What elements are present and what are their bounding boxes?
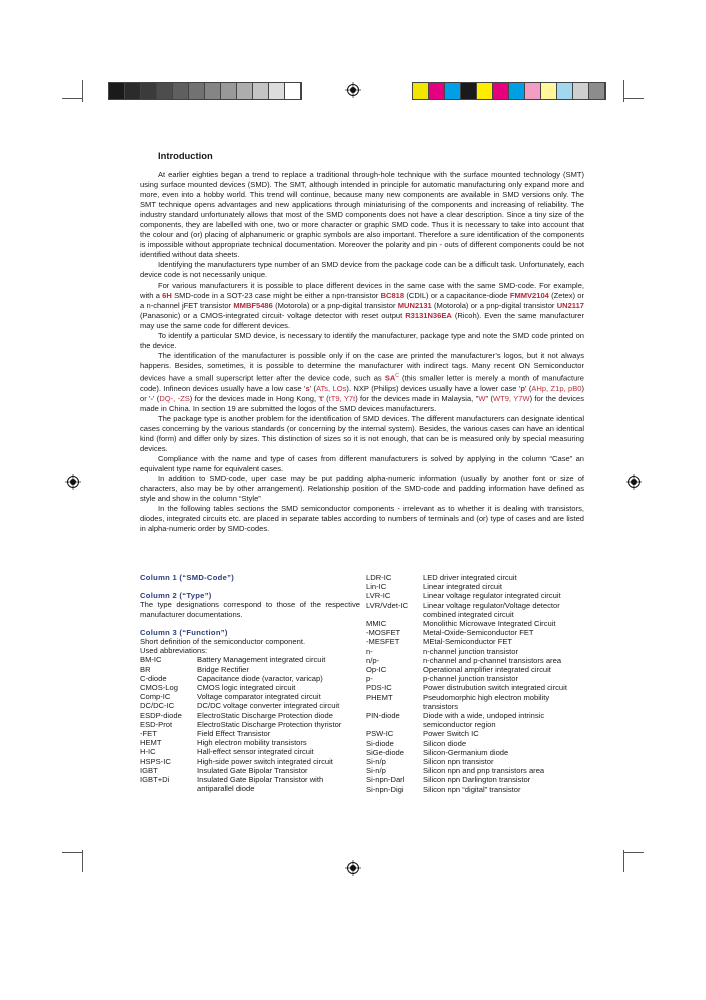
abbreviation-meaning: Silicon npn transistor: [423, 757, 494, 767]
abbreviation-meaning: Operational amplifier integrated circuit: [423, 665, 551, 675]
abbreviation-meaning: ElectroStatic Discharge Protection thyristor: [197, 719, 342, 729]
page-title: Introduction: [158, 150, 213, 161]
crop-mark: [623, 80, 624, 102]
abbreviation-code: Comp-IC: [140, 692, 171, 702]
color-swatch: [109, 83, 125, 99]
crop-mark: [62, 852, 82, 853]
paragraph: Compliance with the name and type of cases from different manufacturers is solved by applying in the column “Case” an equivalent type name for equivalent cases.: [140, 453, 584, 473]
paragraph: At earlier eighties began a trend to replace a traditional through-hole technique with the surface mounted technology (SMT) using surface mounted devices (SMD). The SMT, although intended in principle for automatic manufacturing only expand more and more, even into a hobby world. This trend will continue, because many new components are available in SMD versions only. The SMT technique opens advantages and new applications through miniaturising of the components and increasing of reliability. The industry standard unfortunately allows that most of the SMD components does not have a clear description. Since a tiny size of the components, they are labelled with one, two or more character or graphic SMD code. Thus it is necessary to take into account that the colour and (or) placing of alphanumeric or graphic symbols are also important. Therefore a sure identification of the components is impossible without appropriate technical documentation. Moreover the polarity and pin - outs of different components could be not identified without data sheets.: [140, 170, 584, 260]
abbreviation-row: [140, 683, 360, 692]
abbreviation-code: Si-diode: [366, 738, 394, 748]
abbreviation-code: DC/DC-IC: [140, 701, 175, 711]
abbreviation-code: HSPS-IC: [140, 756, 171, 766]
abbreviation-meaning: Bridge Rectifier: [197, 664, 249, 674]
abbreviation-code: H-IC: [140, 747, 156, 757]
color-swatch: [285, 83, 301, 99]
abbreviation-meaning: ElectroStatic Discharge Protection diode: [197, 710, 333, 720]
abbreviation-code: PDS-IC: [366, 683, 392, 693]
abbreviation-row: [366, 785, 586, 794]
column-1-heading: Column 1 (“SMD-Code”): [140, 573, 235, 582]
abbreviation-row: [140, 775, 360, 793]
intro-body: [140, 170, 584, 534]
color-swatch: [445, 83, 461, 99]
device-type: BC818: [380, 290, 405, 300]
color-swatch: [189, 83, 205, 99]
abbreviation-meaning: Pseudomorphic high electron mobility transistors: [423, 692, 550, 711]
abbreviation-row: [366, 619, 586, 628]
crop-mark: [624, 98, 644, 99]
abbreviation-meaning: Capacitance diode (varactor, varicap): [197, 673, 323, 683]
abbreviation-row: [366, 674, 586, 683]
color-swatch: [477, 83, 493, 99]
abbreviation-code: -MESFET: [366, 637, 400, 647]
color-swatch: [573, 83, 589, 99]
color-swatch: [525, 83, 541, 99]
abbreviation-meaning: n-channel junction transistor: [423, 646, 518, 656]
abbreviation-code: C-diode: [140, 673, 167, 683]
abbreviation-meaning: Metal-Oxide-Semiconductor FET: [423, 628, 534, 638]
abbreviation-meaning: Silicon npn Darlington transistor: [423, 775, 531, 785]
registration-mark-icon: [345, 82, 361, 98]
abbreviation-list-continued: [366, 573, 586, 794]
abbreviation-row: [366, 656, 586, 665]
abbreviation-meaning: Battery Management integrated circuit: [197, 655, 326, 665]
abbreviation-code: p-: [366, 674, 373, 684]
abbreviation-meaning: Monolithic Microwave Integrated Circuit: [423, 619, 556, 629]
abbreviation-code: -MOSFET: [366, 628, 401, 638]
paragraph: Identifying the manufacturers type number of an SMD device from the package code can be a difficult task. Unfortunately, each device code is not necessarily unique.: [140, 260, 584, 280]
abbreviation-code: Si-npn-Darl: [366, 775, 405, 785]
abbreviation-code: LDR-IC: [366, 573, 392, 582]
paragraph: For various manufacturers it is possible to place different devices in the same case with the same SMD-code. For example, with a 6H SMD-code in a SOT-23 case might be either a npn-transistor BC818 (CDIL) or a capacitance-diode FMMV2104 (Zetex) or a n-channel jFET transistor MMBF5486 (Motorola) or a pnp-digital transistor MUN2131 (Motorola) or a pnp-digital transistor UN2117 (Panasonic) or a CMOS-integrated circuit- voltage detector with reset output R3131N36EA (Ricoh). Even the same manufacturer may use the same code for different devices.: [140, 280, 585, 330]
abbreviations-label: Used abbreviations:: [140, 646, 208, 656]
abbreviation-code: Lin-IC: [366, 582, 387, 592]
device-code: SA: [384, 373, 396, 383]
abbreviation-code: Si-n/p: [366, 757, 386, 767]
abbreviation-meaning: LED driver integrated circuit: [423, 573, 517, 582]
device-type: MMBF5486: [233, 300, 273, 310]
abbreviation-meaning: DC/DC voltage converter integrated circuit: [197, 701, 340, 711]
abbreviation-code: CMOS-Log: [140, 683, 178, 693]
abbreviation-meaning: Power distrubution switch integrated circuit: [423, 683, 567, 693]
color-swatch: [557, 83, 573, 99]
abbreviation-row: [366, 637, 586, 646]
device-type: MUN2131: [397, 300, 432, 310]
paragraph: The identification of the manufacturer is possible only if on the case are printed the manufacturer’s logos, but it not always happens. Besides, sometimes, it is possible to determine the manufacturer with indirect tags. Many recent ON Semiconductor devices have a small superscript letter after the device code, such as $SA^C$ (this smaller letter is merely a month of manufacture code). Infineon devices usually have a low case 's' (ATs, LOs). NXP (Philips) devices usually have a lower case 'p' (AHp, Z1p, pB0) or '-' (DQ-, -ZS) for the devices made in Hong Kong, 't' (tT9, Y7t) for the devices made in Malaysia, "W" (WT9, Y7W) for the devices made in China. In section 19 are submitted the logos of the SMD devices manufacturers.: [140, 350, 585, 413]
crop-mark: [82, 80, 83, 102]
abbreviation-meaning: Power Switch IC: [423, 729, 479, 739]
color-swatch: [125, 83, 141, 99]
abbreviation-meaning: Diode with a wide, undoped intrinsic semiconductor region: [423, 711, 545, 730]
column-3-text: Short definition of the semiconductor component.: [140, 637, 306, 647]
abbreviation-row: [366, 729, 586, 738]
color-swatch: [173, 83, 189, 99]
abbreviation-code: n-: [366, 646, 373, 656]
abbreviation-meaning: Silicon npn “digital” transistor: [423, 784, 521, 794]
paragraph: The package type is another problem for the identification of SMD devices. The different manufacturers can designate identical cases concerning by the various standards (or concerning by the internal system). Besides, the various cases can have an identical kind (form) and differ only by sizes. This distinction of sizes so it is not enough, that can be is measured only by special measuring devices.: [140, 413, 584, 453]
registration-mark-icon: [626, 474, 642, 490]
abbreviation-row: [366, 711, 586, 729]
abbreviation-row: [140, 720, 360, 729]
abbreviation-row: [140, 665, 360, 674]
color-swatch: [413, 83, 429, 99]
abbreviation-meaning: High electron mobility transistors: [197, 738, 307, 748]
color-swatch: [589, 83, 605, 99]
abbreviation-meaning: Linear voltage regulator/Voltage detector combined integrated circuit: [423, 600, 560, 619]
abbreviation-row: [140, 738, 360, 747]
abbreviation-list: [366, 573, 586, 794]
abbreviation-row: [366, 683, 586, 692]
abbreviation-row: [366, 757, 586, 766]
gray-color-bar: [108, 82, 302, 100]
device-type: FMMV2104: [509, 290, 549, 300]
color-swatch: [237, 83, 253, 99]
abbreviation-meaning: Voltage comparator integrated circuit: [197, 692, 321, 702]
superscript-code: C: [395, 372, 399, 379]
crop-mark: [82, 850, 83, 872]
abbreviation-row: [140, 711, 360, 720]
column-2-text: The type designations correspond to those of the respective manufacturer documentations.: [140, 600, 360, 619]
abbreviation-row: [140, 747, 360, 756]
abbreviation-code: MMIC: [366, 619, 387, 629]
registration-mark-icon: [345, 860, 361, 876]
color-swatch: [541, 83, 557, 99]
abbreviation-meaning: MEtal-Semiconductor FET: [423, 637, 513, 647]
abbreviation-row: [140, 701, 360, 710]
abbreviation-meaning: p-channel junction transistor: [423, 674, 518, 684]
abbreviation-code: Si-npn-Digi: [366, 784, 404, 794]
abbreviation-code: BR: [140, 664, 151, 674]
color-swatch: [157, 83, 173, 99]
device-code: 6H: [162, 290, 172, 300]
abbreviation-code: -FET: [140, 729, 157, 739]
color-swatch: [493, 83, 509, 99]
abbreviation-row: [140, 655, 360, 664]
registration-mark-icon: [65, 474, 81, 490]
abbreviation-row: [366, 775, 586, 784]
abbreviation-meaning: Insulated Gate Bipolar Transistor with antiparallel diode: [197, 775, 324, 794]
abbreviation-meaning: Insulated Gate Bipolar Transistor: [197, 765, 308, 775]
abbreviation-meaning: Linear voltage regulator integrated circuit: [423, 591, 561, 601]
device-type: R3131N36EA: [405, 310, 452, 320]
color-swatch: [509, 83, 525, 99]
abbreviation-row: [366, 601, 586, 619]
color-swatch: [269, 83, 285, 99]
paragraph: In the following tables sections the SMD semiconductor components - irrelevant as to whether it is dealing with transistors, diodes, integrated circuits etc. are placed in separate tables according to numbers of terminals and (or) type of cases and are listed in alpha-numeric order by SMD-codes.: [140, 504, 584, 534]
abbreviation-row: [366, 573, 586, 582]
abbreviation-meaning: Hall-effect sensor integrated circuit: [197, 747, 314, 757]
abbreviation-row: [366, 582, 586, 591]
abbreviation-code: BM-IC: [140, 655, 162, 665]
abbreviation-row: [366, 647, 586, 656]
abbreviation-meaning: High-side power switch integrated circuit: [197, 756, 333, 766]
abbreviation-meaning: Linear integrated circuit: [423, 582, 502, 592]
column-2-heading: Column 2 (“Type”): [140, 591, 212, 601]
abbreviation-meaning: Silicon-Germanium diode: [423, 747, 509, 757]
abbreviation-row: [140, 757, 360, 766]
crop-mark: [624, 852, 644, 853]
abbreviation-code: PSW-IC: [366, 729, 394, 739]
abbreviation-code: SiGe-diode: [366, 747, 404, 757]
color-swatch: [141, 83, 157, 99]
abbreviation-row: [140, 729, 360, 738]
color-swatch: [461, 83, 477, 99]
abbreviation-row: [140, 692, 360, 701]
color-swatch: [205, 83, 221, 99]
column-3-heading: Column 3 (“Function”): [140, 627, 228, 637]
abbreviation-row: [366, 665, 586, 674]
abbreviation-row: [366, 628, 586, 637]
abbreviation-meaning: Field Effect Transistor: [197, 729, 271, 739]
abbreviation-code: Op-IC: [366, 665, 387, 675]
abbreviation-code: HEMT: [140, 738, 162, 748]
device-type: UN2117: [556, 300, 584, 310]
crop-mark: [62, 98, 82, 99]
abbreviation-row: [366, 693, 586, 711]
abbreviation-row: [140, 674, 360, 683]
color-swatch: [221, 83, 237, 99]
crop-mark: [623, 850, 624, 872]
abbreviation-code: LVR-IC: [366, 591, 391, 601]
abbreviation-row: [366, 748, 586, 757]
color-swatch: [429, 83, 445, 99]
paragraph: In addition to SMD-code, uper case may be put padding alpha-numeric information (usually by another font or size of characters, also may be by other arrangement). Relationship position of the SMD-code and padding information have defined as style and show in the column “Style”: [140, 473, 584, 504]
abbreviation-row: [366, 766, 586, 775]
abbreviation-code: ESDP-diode: [140, 710, 182, 720]
column-descriptions: [140, 573, 360, 793]
abbreviation-row: [366, 591, 586, 600]
abbreviation-meaning: CMOS logic integrated circuit: [197, 683, 296, 693]
abbreviation-meaning: Silicon npn and pnp transistors area: [423, 766, 545, 776]
abbreviation-code: LVR/Vdet-IC: [366, 600, 409, 610]
abbreviation-code: IGBT+Di: [140, 775, 170, 785]
abbreviation-code: PIN-diode: [366, 711, 400, 721]
abbreviation-code: n/p-: [366, 655, 380, 665]
paragraph: To identify a particular SMD device, is necessary to identify the manufacturer, package type and note the SMD code printed on the device.: [140, 330, 584, 350]
abbreviation-row: [140, 766, 360, 775]
abbreviation-meaning: n-channel and p-channel transistors area: [423, 655, 562, 665]
abbreviation-code: ESD-Prot: [140, 719, 173, 729]
abbreviation-list: [140, 655, 360, 793]
color-swatch: [253, 83, 269, 99]
abbreviation-code: IGBT: [140, 765, 158, 775]
abbreviation-meaning: Silicon diode: [423, 738, 467, 748]
process-color-bar: [412, 82, 606, 100]
abbreviation-code: PHEMT: [366, 692, 393, 702]
abbreviation-row: [366, 739, 586, 748]
abbreviation-code: Si-n/p: [366, 766, 386, 776]
